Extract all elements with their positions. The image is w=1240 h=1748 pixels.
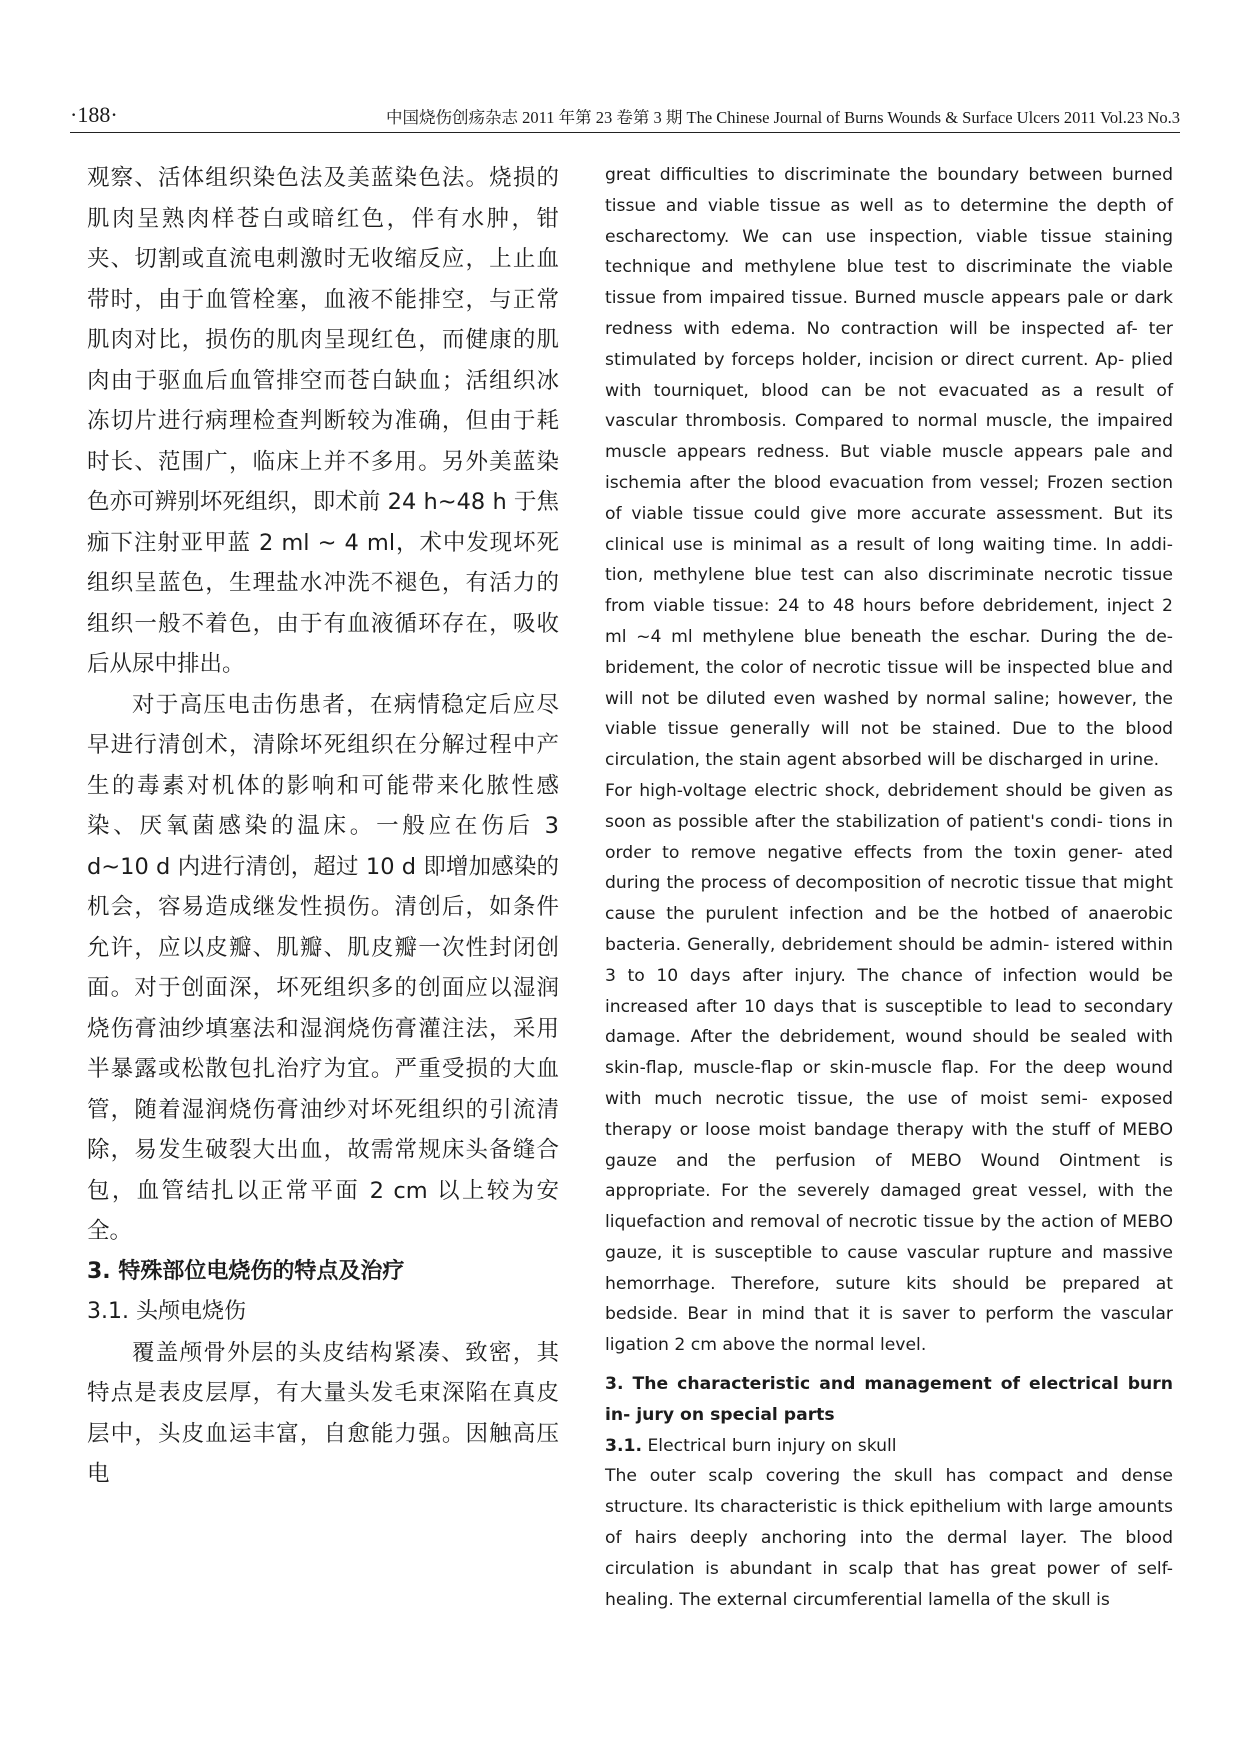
journal-title: 中国烧伤创疡杂志 2011 年第 23 卷第 3 期 The Chinese Journal of Burns Wounds & Surface Ulcers 2011 Vol.23 No.3 — [386, 108, 1180, 127]
en-paragraph-3: The outer scalp covering the skull has compact and dense structure. Its characteristic is thick epithelium with large amounts of hairs deeply anchoring into the dermal layer. The blood circulation is abundant in scalp that has great power of self-healing. The external circumferential lamella of the skull is — [605, 1466, 1173, 1610]
page-number: ·188· — [70, 102, 118, 127]
en-subsection-number: 3.1. — [605, 1435, 642, 1456]
running-header — [70, 98, 1180, 133]
zh-paragraph-1: 观察、活体组织染色法及美蓝染色法。烧损的肌肉呈熟肉样苍白或暗红色，伴有水肿，钳夹、切割或直流电刺激时无收缩反应，上止血带时，由于血管栓塞，血液不能排空，与正常肌肉对比，损伤的肌肉呈现红色，而健康的肌肉由于驱血后血管排空而苍白缺血；活组织冰冻切片进行病理检查判断较为准确，但由于耗时长、范围广，临床上并不多用。另外美蓝染色亦可辨别坏死组织，即术前 24 h~48 h 于焦痂下注射亚甲蓝 2 ml ~ 4 ml，术中发现坏死组织呈蓝色，生理盐水冲洗不褪色，有活力的组织一般不着色，由于有血液循环存在，吸收后从尿中排出。 — [87, 165, 559, 677]
zh-paragraph-3: 覆盖颅骨外层的头皮结构紧凑、致密，其特点是表皮层厚，有大量头发毛束深陷在真皮层中，头皮血运丰富，自愈能力强。因触高压电 — [87, 1339, 559, 1487]
en-paragraph-2: For high-voltage electric shock, debridement should be given as soon as possible after the stabilization of patient's condi- tions in order to remove negative effects from the toxin gener- ated during the process of decomposition of necrotic tissue that might cause the purulent infection and be the hotbed of anaerobic bacteria. Generally, debridement should be admin- istered within 3 to 10 days after injury. The chance of infection would be increased after 10 days that is susceptible to lead to secondary damage. After the debridement, wound should be sealed with skin-flap, muscle-flap or skin-muscle flap. For the deep wound with much necrotic tissue, the use of moist semi- exposed therapy or loose moist bandage therapy with the stuff of MEBO gauze and the perfusion of MEBO Wound Ointment is appropriate. For the severely damaged great vessel, with the liquefaction and removal of necrotic tissue by the action of MEBO gauze, it is susceptible to cause vascular rupture and massive hemorrhage. Therefore, suture kits should be prepared at bedside. Bear in mind that it is saver to perform the vascular ligation 2 cm above the normal level. — [605, 780, 1173, 1356]
zh-subsection-heading: 3.1. 头颅电烧伤 — [87, 1299, 246, 1324]
zh-paragraph-2: 对于高压电击伤患者，在病情稳定后应尽早进行清创术，清除坏死组织在分解过程中产生的毒素对机体的影响和可能带来化脓性感染、厌氧菌感染的温床。一般应在伤后 3 d~10 d 内进行清创，超过 10 d 即增加感染的机会，容易造成继发性损伤。清创后，如条件允许，应以皮瓣、肌瓣、肌皮瓣一次性封闭创面。对于创面深，坏死组织多的创面应以湿润烧伤膏油纱填塞法和湿润烧伤膏灌注法，采用半暴露或松散包扎治疗为宜。严重受损的大血管，随着湿润烧伤膏油纱对坏死组织的引流清除，易发生破裂大出血，故需常规床头备缝合包，血管结扎以正常平面 2 cm 以上较为安全。 — [87, 691, 559, 1244]
english-column — [605, 160, 1173, 1615]
en-section-heading: 3. The characteristic and management of electrical burn in- jury on special parts — [605, 1374, 1173, 1425]
en-paragraph-1: great difficulties to discriminate the boundary between burned tissue and viable tissue as well as to determine the depth of escharectomy. We can use inspection, viable tissue staining technique and methylene blue test to discriminate the viable tissue from impaired tissue. Burned muscle appears pale or dark redness with edema. No contraction will be inspected af- ter stimulated by forceps holder, incision or direct current. Ap- plied with tourniquet, blood can be not evacuated as a result of vascular thrombosis. Compared to normal muscle, the impaired muscle appears redness. But viable muscle appears pale and ischemia after the blood evacuation from vessel; Frozen section of viable tissue could give more accurate assessment. But its clinical use is minimal as a result of long waiting time. In addi- tion, methylene blue test can also discriminate necrotic tissue from viable tissue: 24 to 48 hours before debridement, inject 2 ml ~4 ml methylene blue beneath the eschar. During the de- bridement, the color of necrotic tissue will be inspected blue and will not be diluted even washed by normal saline; however, the viable tissue generally will not be stained. Due to the blood circulation, the stain agent absorbed will be discharged in urine. — [605, 165, 1173, 771]
zh-section-heading: 3. 特殊部位电烧伤的特点及治疗 — [87, 1258, 405, 1284]
en-subsection-title: Electrical burn injury on skull — [641, 1435, 897, 1456]
chinese-column — [87, 158, 559, 1495]
en-subsection-heading — [605, 1431, 1173, 1462]
